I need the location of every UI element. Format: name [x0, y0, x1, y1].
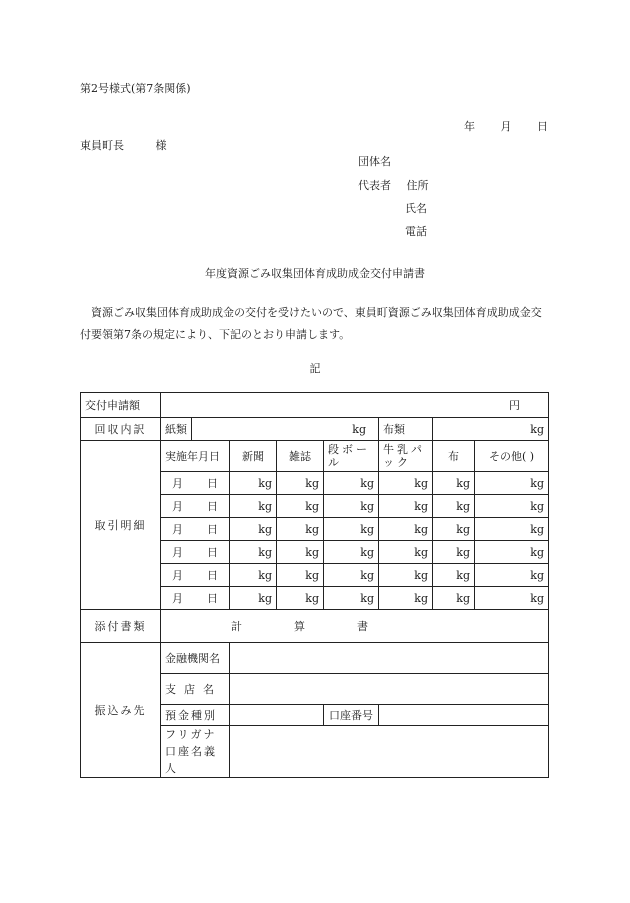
magazine-kg[interactable]: kg: [277, 541, 324, 564]
year-label: 年: [464, 120, 475, 133]
bank-field[interactable]: [230, 643, 549, 674]
cloth-kg[interactable]: kg: [433, 495, 475, 518]
milk-carton-kg[interactable]: kg: [379, 541, 433, 564]
body-text: [80, 302, 550, 346]
organization-label: 団体名: [358, 155, 391, 168]
representative-label: 代表者: [358, 179, 391, 192]
bank-label: 金融機関名: [161, 643, 230, 674]
account-no-label: 口座番号: [324, 705, 379, 726]
other-kg[interactable]: kg: [475, 564, 549, 587]
other-kg[interactable]: kg: [475, 541, 549, 564]
col-newspaper: 新聞: [230, 441, 277, 472]
other-kg[interactable]: kg: [475, 495, 549, 518]
cloth-kg[interactable]: kg: [433, 518, 475, 541]
other-kg[interactable]: kg: [475, 587, 549, 610]
cloth-kg-unit: kg: [530, 422, 544, 436]
day-unit: 日: [207, 592, 218, 605]
col-date: 実施年月日: [161, 441, 230, 472]
transactions-label: 取引明細: [81, 441, 161, 610]
name-label: 氏名: [405, 202, 427, 215]
date-cell[interactable]: [161, 564, 230, 587]
attachment-row: [81, 610, 549, 643]
attachment-value: 計算書: [161, 610, 549, 643]
date-cell[interactable]: [161, 472, 230, 495]
milk-carton-kg[interactable]: kg: [379, 495, 433, 518]
cardboard-kg[interactable]: kg: [324, 472, 379, 495]
col-other: その他( ): [475, 441, 549, 472]
cardboard-kg[interactable]: kg: [324, 541, 379, 564]
paper-label: 紙類: [161, 418, 192, 441]
magazine-kg[interactable]: kg: [277, 518, 324, 541]
day-unit: 日: [207, 569, 218, 582]
amount-field[interactable]: [161, 393, 549, 418]
col-milk-carton: 牛乳パック: [379, 441, 433, 472]
newspaper-kg[interactable]: kg: [230, 541, 277, 564]
month-unit: 月: [172, 592, 183, 605]
holder-field[interactable]: [230, 726, 549, 778]
month-label: 月: [500, 120, 512, 133]
amount-unit: 円: [509, 399, 520, 412]
cloth-label: 布類: [379, 418, 433, 441]
furigana-label: フリガナ: [165, 728, 217, 741]
col-magazine: 雑誌: [277, 441, 324, 472]
date-cell[interactable]: [161, 541, 230, 564]
cloth-kg[interactable]: kg: [433, 564, 475, 587]
paper-kg-unit: kg: [352, 422, 366, 436]
magazine-kg[interactable]: kg: [277, 472, 324, 495]
col-cardboard: 段ボール: [324, 441, 379, 472]
phone-label: 電話: [405, 225, 427, 238]
representative-line: [358, 177, 429, 193]
addressee-name: 東員町長: [80, 139, 124, 152]
cardboard-kg[interactable]: kg: [324, 495, 379, 518]
month-unit: 月: [172, 500, 183, 513]
day-unit: 日: [207, 523, 218, 536]
cardboard-kg[interactable]: kg: [324, 564, 379, 587]
cardboard-kg[interactable]: kg: [324, 587, 379, 610]
branch-field[interactable]: [230, 674, 549, 705]
newspaper-kg[interactable]: kg: [230, 495, 277, 518]
application-table: [80, 392, 549, 778]
ki-heading: 記: [309, 362, 321, 375]
milk-carton-kg[interactable]: kg: [379, 518, 433, 541]
month-unit: 月: [172, 546, 183, 559]
document-title: 年度資源ごみ収集団体育成助成金交付申請書: [205, 267, 425, 280]
holder-labels: [161, 726, 230, 778]
month-unit: 月: [172, 569, 183, 582]
date-cell[interactable]: [161, 518, 230, 541]
addressee: [80, 137, 167, 153]
magazine-kg[interactable]: kg: [277, 495, 324, 518]
amount-row: [81, 393, 549, 418]
day-unit: 日: [207, 546, 218, 559]
newspaper-kg[interactable]: kg: [230, 518, 277, 541]
address-label: 住所: [406, 179, 429, 192]
other-kg[interactable]: kg: [475, 518, 549, 541]
bank-row: [81, 643, 549, 674]
cloth-kg[interactable]: kg: [433, 472, 475, 495]
cardboard-kg[interactable]: kg: [324, 518, 379, 541]
milk-carton-kg[interactable]: kg: [379, 587, 433, 610]
milk-carton-kg[interactable]: kg: [379, 564, 433, 587]
honorific: 様: [155, 139, 167, 152]
transactions-header-row: [81, 441, 549, 472]
date-cell[interactable]: [161, 587, 230, 610]
milk-carton-kg[interactable]: kg: [379, 472, 433, 495]
cloth-kg[interactable]: kg: [433, 587, 475, 610]
cloth-kg[interactable]: kg: [433, 541, 475, 564]
newspaper-kg[interactable]: kg: [230, 564, 277, 587]
branch-label: 支店名: [161, 674, 230, 705]
deposit-type-field[interactable]: [230, 705, 324, 726]
magazine-kg[interactable]: kg: [277, 587, 324, 610]
day-label: 日: [537, 120, 548, 133]
transfer-label: 振込み先: [81, 643, 161, 778]
holder-label: 口座名義人: [165, 745, 217, 775]
newspaper-kg[interactable]: kg: [230, 472, 277, 495]
month-unit: 月: [172, 523, 183, 536]
body-sentence: 資源ごみ収集団体育成助成金の交付を受けたいので、東員町資源ごみ収集団体育成助成金交付要領第7条の規定により、下記のとおり申請します。: [80, 306, 542, 341]
deposit-type-label: 預金種別: [161, 705, 230, 726]
magazine-kg[interactable]: kg: [277, 564, 324, 587]
cloth-kg-field[interactable]: [433, 418, 549, 441]
date-line: [464, 118, 570, 134]
newspaper-kg[interactable]: kg: [230, 587, 277, 610]
paper-kg-field[interactable]: [192, 418, 379, 441]
recovery-label: 回収内訳: [81, 418, 161, 441]
date-cell[interactable]: [161, 495, 230, 518]
recovery-row: [81, 418, 549, 441]
day-unit: 日: [207, 500, 218, 513]
col-cloth: 布: [433, 441, 475, 472]
day-unit: 日: [207, 477, 218, 490]
amount-label: 交付申請額: [81, 393, 161, 418]
attachment-label: 添付書類: [81, 610, 161, 643]
month-unit: 月: [172, 477, 183, 490]
other-kg[interactable]: kg: [475, 472, 549, 495]
account-no-field[interactable]: [379, 705, 549, 726]
form-number: 第2号様式(第7条関係): [80, 82, 191, 95]
